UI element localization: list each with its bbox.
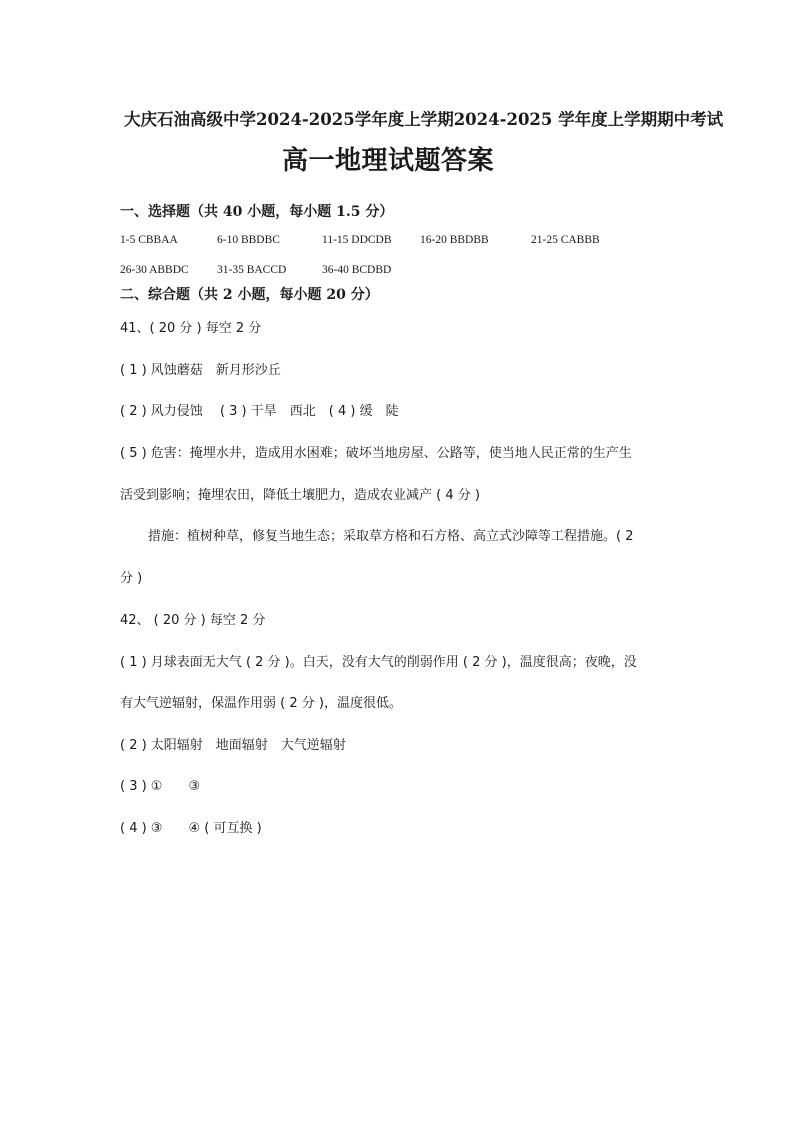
q42-line: ( 3 ) ① ③ (120, 779, 201, 794)
answer-group: 11-15 DDCDB (322, 234, 392, 246)
answer-group: 36-40 BCDBD (322, 264, 392, 276)
q41-line: ( 2 ) 风力侵蚀 ( 3 ) 干旱 西北 ( 4 ) 缓 陡 (120, 404, 399, 419)
school-title: 大庆石油高级中学2024-2025学年度上学期2024-2025 学年度上学期期中考试 (124, 110, 724, 129)
q42-line: 有大气逆辐射，保温作用弱 ( 2 分 )，温度很低。 (120, 696, 402, 711)
answer-group: 21-25 CABBB (531, 234, 600, 246)
q42-line: ( 4 ) ③ ④ ( 可互换 ) (120, 821, 262, 836)
q42-line: ( 2 ) 太阳辐射 地面辐射 大气逆辐射 (120, 738, 346, 753)
q41-line: 分 ) (120, 571, 143, 586)
page-title: 高一地理试题答案 (282, 146, 495, 176)
q41-line: ( 5 ) 危害：掩埋水井，造成用水困难；破坏当地房屋、公路等，使当地人民正常的生产生 (120, 446, 632, 461)
answer-group: 16-20 BBDBB (420, 234, 489, 246)
q41-line: 活受到影响；掩埋农田，降低土壤肥力，造成农业减产 ( 4 分 ) (120, 488, 480, 503)
answer-group: 26-30 ABBDC (120, 264, 189, 276)
q42-line: ( 1 ) 月球表面无大气 ( 2 分 )。白天，没有大气的削弱作用 ( 2 分 )，温度很高；夜晚，没 (120, 655, 637, 670)
section2-heading: 二、综合题（共 2 小题，每小题 20 分） (120, 287, 379, 303)
q42-label: 42、 ( 20 分 ) 每空 2 分 (120, 613, 266, 628)
answer-group: 1-5 CBBAA (120, 234, 178, 246)
answer-group: 31-35 BACCD (217, 264, 287, 276)
q41-line: ( 1 ) 风蚀蘑菇 新月形沙丘 (120, 363, 281, 378)
section1-heading: 一、选择题（共 40 小题，每小题 1.5 分） (120, 204, 394, 220)
q41-line: 措施：植树种草，修复当地生态；采取草方格和石方格、高立式沙障等工程措施。( 2 (148, 529, 634, 544)
answer-group: 6-10 BBDBC (217, 234, 280, 246)
q41-label: 41、( 20 分 ) 每空 2 分 (120, 321, 262, 336)
